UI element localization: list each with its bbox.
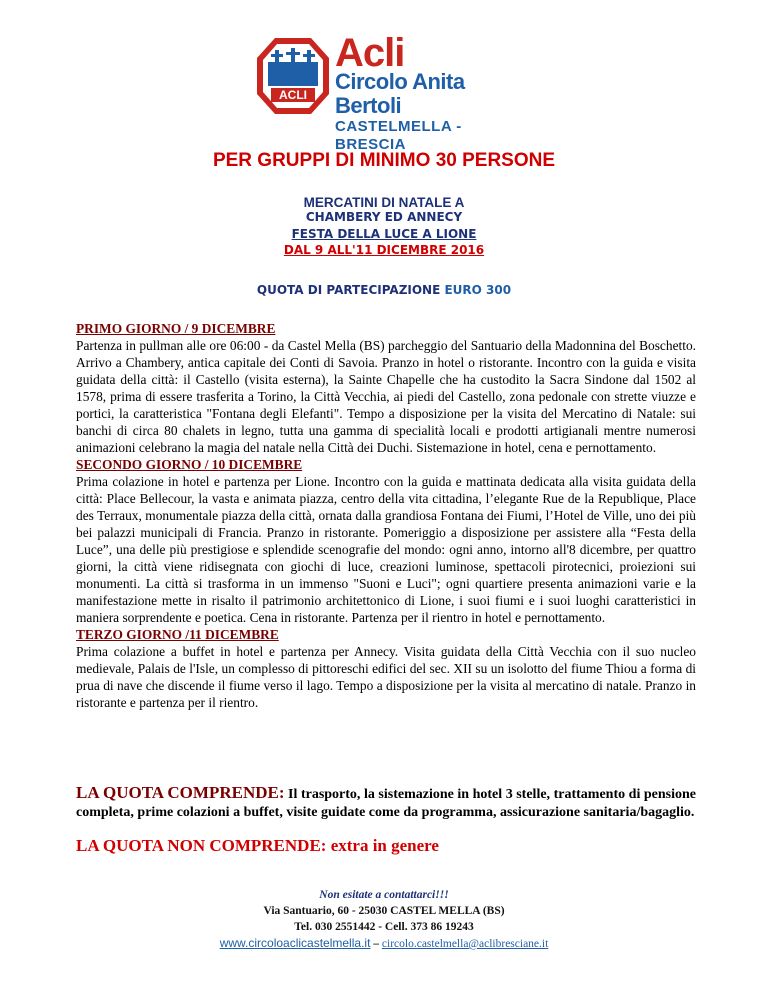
logo-brand: Acli xyxy=(335,31,405,75)
includes-text: Il trasporto, la sistemazione in hotel 3 stelle, trattamento di pensione completa, prime colazioni a buffet, visite guidate come da programma, assicurazione sanitaria/bagaglio. xyxy=(76,787,697,820)
destinations-heading: CHAMBERY ED ANNECY xyxy=(305,210,463,224)
email-link[interactable]: circolo.castelmella@aclibresciane.it xyxy=(381,938,549,950)
groups-heading: PER GRUPPI DI MINIMO 30 PERSONE xyxy=(212,150,556,171)
quota-line xyxy=(0,283,768,297)
contact-invite: Non esitate a contattarci!!! xyxy=(319,889,449,901)
day-3-title: TERZO GIORNO /11 DICEMBRE xyxy=(76,627,279,642)
website-link[interactable]: www.circoloaclicastelmella.it xyxy=(219,936,371,950)
logo-circolo-name: Circolo Anita Bertoli xyxy=(335,69,465,118)
emblem-text: ACLI xyxy=(279,88,307,102)
contact-phone: Tel. 030 2551442 - Cell. 373 86 19243 xyxy=(294,921,474,933)
contact-address: Via Santuario, 60 - 25030 CASTEL MELLA (BS) xyxy=(263,905,505,917)
contact-footer xyxy=(0,887,768,952)
quota-includes xyxy=(76,784,696,822)
acli-emblem-icon xyxy=(255,36,331,116)
day-1-title: PRIMO GIORNO / 9 DICEMBRE xyxy=(76,321,276,336)
day-1-text: Partenza in pullman alle ore 06:00 - da Castel Mella (BS) parcheggio del Santuario della Madonnina del Boschetto. Arrivo a Chambery, antica capitale dei Conti di Savoia. Pranzo in hotel o ristorante. Incontro con la guida e visita guidata della città: il Castello (visita esterna), la Sainte Chapelle che ha custodito la Sacra Sindone dal 1502 al 1578, prima di essere trasferita a Torino, la Città Vecchia, ai piedi del Castello, zona pedonale con strette viuzze e portici, la caratteristica "Fontana degli Elefanti". Tempo a disposizione per la visita del Mercatino di Natale: sui banchi di circa 80 chalets in legno, tutta una gamma di specialità locali e prodotti artigianali mentre numerosi animazioni celebrano la magia del natale nella Città dei Duchi. Sistemazione in hotel, cena e pernottamento. xyxy=(76,338,696,455)
dates-heading: DAL 9 ALL'11 DICEMBRE 2016 xyxy=(283,243,485,257)
itinerary xyxy=(76,320,696,711)
includes-label: LA QUOTA COMPRENDE: xyxy=(76,783,285,802)
day-2-text: Prima colazione in hotel e partenza per Lione. Incontro con la guida e mattinata dedicata alla visita guidata della città: Place Bellecour, la vasta e animata piazza, centro della vita cittadina, l’elegante Rue de la Republique, Place des Terraux, monumentale piazza della città, ornata dalla grandiosa Fontana dei Fiumi, l’Hotel de Ville, uno dei più bei palazzi municipali di Francia. Pranzo in ristorante. Pomeriggio a disposizione per assistere alla “Festa della Luce”, una delle più prestigiose e splendide scenografie del mondo: ogni anno, intorno all'8 dicembre, per quattro giorni, la città viene ridisegnata con giochi di luce, creazioni luminose, spettacoli pirotecnici, proiezioni sui monumenti. La città si trasforma in un immenso "Suoni e Luci"; ogni quartiere presenta animazioni varie e la manifestazione mette in risalto il patrimonio architettonico di Lione, i suoi fiumi e i suoi luoghi caratteristici in maniera sorprendente e poetica. Cena in ristorante. Partenza per il rientro in hotel e pernottamento. xyxy=(76,474,696,625)
festival-heading: FESTA DELLA LUCE A LIONE xyxy=(291,227,477,241)
mercatini-heading: MERCATINI DI NATALE A xyxy=(303,195,465,210)
day-2-title: SECONDO GIORNO / 10 DICEMBRE xyxy=(76,457,303,472)
logo-place: CASTELMELLA - BRESCIA xyxy=(335,118,462,153)
quota-excludes: LA QUOTA NON COMPRENDE: extra in genere xyxy=(76,836,439,855)
footer-separator: – xyxy=(370,938,382,950)
quota-label: QUOTA DI PARTECIPAZIONE xyxy=(256,283,445,297)
quota-value: EURO 300 xyxy=(444,283,512,297)
acli-logo xyxy=(255,31,515,153)
day-3-text: Prima colazione a buffet in hotel e partenza per Annecy. Visita guidata della Città Vecchia con il suo nucleo medievale, Palais de l'Isle, un complesso di pittoreschi edifici del sec. XII su un isolotto del fiume Thiou a forma di prua di nave che discende il fiume verso il lago. Tempo a disposizione per la visita al mercatino di natale. Pranzo in ristorante e partenza per il rientro. xyxy=(76,644,696,710)
